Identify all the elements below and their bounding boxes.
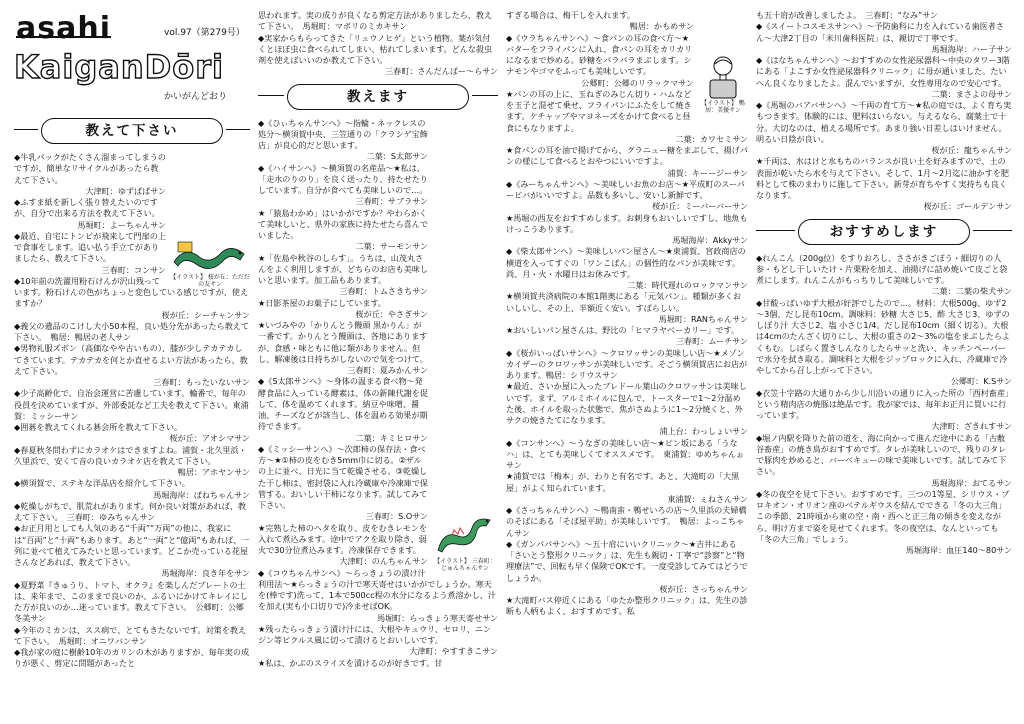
article-text: ◆《ハイサンへ》～横須賀の名産品～★私は、「走水のりのり」を良く送ったり、持たせたりしています。自分が食べても美味しいので…。 xyxy=(258,162,428,195)
article-signature: 鴨居：かもめサン xyxy=(629,21,694,32)
article-text: ★横須賀共済病院の本館1階奥にある「元気パン」。種類が多くおいしいし、その上、半額近く安い。すばらしい。 xyxy=(506,291,741,313)
article-signature: 三春町：ムーチサン xyxy=(675,336,748,347)
article-signature: 桜が丘：ゴールデンサン xyxy=(923,201,1012,212)
article-item xyxy=(258,118,498,163)
article-text: ◆少子高齢化で、自治会運営に苦慮しています。輪番で、毎年の役員を決めていますが、外部委託など工夫を教えて下さい。東浦賀：ミッシーサン xyxy=(14,388,249,421)
article-item xyxy=(506,10,748,33)
article-signature: 馬堀町：RANちゃんサン xyxy=(658,313,748,324)
recommendation-list xyxy=(756,253,1012,557)
article-item xyxy=(14,343,250,388)
newsletter-subtitle: かいがんどおり xyxy=(164,92,228,102)
article-item xyxy=(258,10,498,33)
article-text: ◆《さっちゃんサンへ》～鴨南蛮・鴨せいろの店～久里浜の夫婦橋のそばにある「そば屋平助」が美味しいです。 鴨居：よっこちゃんサン xyxy=(506,505,747,538)
article-item xyxy=(14,321,250,344)
dragon-illustration-2 xyxy=(432,510,498,572)
question-list-continued xyxy=(258,10,498,78)
column-4 xyxy=(756,10,1012,722)
column-2 xyxy=(258,10,498,722)
article-text: ◆《馬堀のバアバサンへ》～千両の育て方～★私の庭では、よく育ち実もつきます。体験的には、肥料はいらない。与えるなら、腐葉土で十分。大切なのは、植える場所です。あまり強い日差しはいけません。明るい日陰が良い。 xyxy=(756,100,1012,144)
article-text: ★いづみやの「かりんとう饅頭 黒かりん」が一番です。かりんとう饅頭は、各地にありますが、食感・味ともに他に類がありません。但し、解凍後は日持ちがしないので気をつけて。 xyxy=(258,320,428,364)
article-item xyxy=(756,21,1012,55)
article-signature: 大津町：やすすきこサン xyxy=(409,646,498,657)
article-item xyxy=(14,478,250,501)
article-text: ◆我が家の庭に樹齢10年のカリンの木がありますが、毎年実の成りが悪く、剪定に問題があったと xyxy=(14,647,250,669)
article-signature: 二葉：カワセミサン xyxy=(675,133,748,144)
article-signature: 東浦賀：ぇねさんサン xyxy=(667,493,748,504)
article-item xyxy=(506,246,748,291)
article-text: ◆《S太郎サンへ》～身体の温まる食べ物～発酵食品に入っている酵素は、体の新陳代謝を促して、体を温めてくれます。納豆や味噌、醤油、チーズなどが該当し、体を温める効果が期待できます。 xyxy=(258,376,428,432)
article-text: ◆実家からもらってきた「リュウノヒゲ」という植物。葉が気付くとほぼ虫に食べられてしまい、枯れてしまいます。どんな殺虫剤を使えばいいのか教えて下さい。 xyxy=(258,32,493,65)
article-item xyxy=(506,325,748,348)
article-item xyxy=(756,489,1012,557)
section-heading-teach: 教えて下さい xyxy=(41,118,223,144)
article-item xyxy=(756,100,1012,156)
article-text: ◆《柴太郎サンへ》～美味しいパン屋さん～★東浦賀、宮政商店の横道を入ってすぐの「ワンこぱん」の個性的なパンが美味です。尚、月・火・水曜日はお休みです。 xyxy=(506,246,746,279)
article-text: ★千両は、水はけと水もちのバランスが良い土を好みますので、土の表面が乾いたら水を与えて下さい。そして、1月～2月迄に油かすを肥料として株のまわりに施して下さい。新芽が育ちやすく実持ちも良くなります。 xyxy=(756,156,1009,200)
man-illustration xyxy=(698,50,748,114)
article-item xyxy=(258,376,498,444)
article-signature: 桜が丘：龍ちゃんサン xyxy=(931,145,1012,155)
article-text: ◆10年前の洗濯用粉石けんが沢山残っています。粉石けんの色がちょっと変色している感じですが、使えますか？ xyxy=(14,275,249,309)
article-signature: 三春町：コンサン xyxy=(101,264,166,275)
article-text: ★私は、かぶのスライスを漬けるのが好きです。甘 xyxy=(258,657,443,668)
article-item xyxy=(756,253,1012,298)
article-text: ★大滝町バス停近くにある「ゆたか整形クリニック」は、先生の診断も人柄もよく、おすすめです。私 xyxy=(506,595,748,617)
answer-list xyxy=(258,118,498,669)
article-text: ★日影茶屋のお菓子にしています。 xyxy=(258,297,387,308)
article-text: ◆甘酸っぱいゆず大根が好評でしたので…。材料：大根500g、ゆず2～3個、だし昆布10cm。調味料：砂糖 大さじ5、酢 大さじ3、ゆずのしぼり汁 大さじ2、塩 小さじ1/4。だし昆布10cm（細く切る）。大根は4cmのたんざく切りにし、大根の重さの2～3%の塩をまぶしたらよくもむ。しばらく置きしんなりしたらサッと洗い、キッチンペーパーで水分を拭き取る。調味料と大根をジップロックに入れ、冷蔵庫で冷やしてから召し上がって下さい。 xyxy=(756,297,1011,375)
article-text: も五十肩が改善しましたよ。 三春町：“なみ”サン xyxy=(756,10,938,20)
article-item xyxy=(14,580,250,625)
article-signature: 馬堀海岸：Akkyサン xyxy=(672,235,748,245)
article-text: ◆横須賀で、ステキな洋品店を紹介して下さい。 xyxy=(14,478,190,489)
article-item xyxy=(14,445,250,479)
masthead xyxy=(14,10,250,114)
article-item xyxy=(14,422,250,445)
article-text: ◆牛乳パックがたくさん溜まってしまうのですが、簡単なリサイクルがあったら教えて下さい。 xyxy=(14,152,166,185)
article-text: すぎる場合は、梅干しを入れます。 xyxy=(506,10,635,20)
article-text: ★浦賀では「梅本」が、わりと有名です。あと、大滝町の「大黒屋」がよく知られています。 xyxy=(506,471,740,493)
article-text: ◆ふすま紙を新しく張り替えたいのですが、自分で出来る方法を教えて下さい。 xyxy=(14,197,160,219)
article-item xyxy=(506,179,748,213)
article-signature: 馬堀海岸：ハー子サン xyxy=(931,43,1012,54)
article-signature: 桜が丘：シーチャンサン xyxy=(161,309,250,320)
article-item xyxy=(258,658,498,669)
article-signature: 桜が丘：さっちゃんサン xyxy=(659,583,748,594)
article-item xyxy=(258,568,498,624)
article-signature: 馬堀海岸：ぱねちゃんサン xyxy=(153,489,250,500)
article-item xyxy=(258,624,498,658)
article-signature: 三春町：S.Oサン xyxy=(365,511,428,522)
article-signature: 浦上台：わっしょいサン xyxy=(659,426,748,437)
article-text: ◆衣笠十字路の大通りから少し川沿いの通りに入った所の「西村畜産」という精肉店の焼豚は絶品です。我が家では、毎年お正月に買いに行っています。 xyxy=(756,387,1010,420)
article-signature: 二葉：まさよの母サン xyxy=(931,88,1012,99)
article-text: ◆《ウラちゃんサンへ》～食パンの耳の食べ方～★バターをフライパンに入れ、食パンの耳をカリカリになるまで炒める。砂糖をパラパラまぶします。シナモンやゴマをふっても美味しいです。 xyxy=(506,32,693,77)
article-text: ◆《ガンパパサンへ》～五十肩にいいクリニック～★吉井にある「さいとう整形クリニック」は、先生も親切・丁寧で“診察”と“物理療法”で、回転も早く保険でOKです。一度受診してみてはどうでしょうか。 xyxy=(506,538,748,583)
article-item xyxy=(506,145,748,179)
article-signature: 桜が丘：アオシマサン xyxy=(169,433,250,444)
article-text: ◆今年のミカンは、スス病で、とてもきたないです。対策を教えて下さい。 馬堀町：オニワバンサン xyxy=(14,624,247,646)
article-signature: 鴨居：アホヤンサン xyxy=(177,467,250,477)
article-text: ◆《みーちゃんサンへ》～美味しいお魚のお店～★平成町のスーパービバがいいですよ。品数も多いし、安いし新鮮です。 xyxy=(506,178,745,200)
article-text: ◆夏野菜『きゅうり、トマト、オクラ』を楽しんだプレートの土は、来年まで、このままで良いのか、ふるいにかけてキレイにした方が良いのか…迷っています。教えて下さい。 公郷町：公郷冬美サン xyxy=(14,579,249,624)
article-text: ◆男物礼服ズボン（高価なやや古いもの）、膝が少しテカテカしてきています。テカテカを何とか直せるよい方法があったら、教えて下さい。 xyxy=(14,343,248,376)
article-signature: 馬堀町：らっきょう寒天寄せサン xyxy=(376,612,498,623)
article-signature: 二葉：二葉の柴犬サン xyxy=(931,286,1012,297)
article-item xyxy=(258,298,498,321)
article-item xyxy=(506,213,748,247)
column-3 xyxy=(506,10,748,722)
article-text: ★馬堀の西友をおすすめします。お刺身もおいしいですし、地魚もけっこうあります。 xyxy=(506,212,748,234)
article-text: ◆乾燥しがちで、肌荒れがあります。何か良い対策があれば、教えて下さい。 三春町：ゆみちゃんサン xyxy=(14,500,246,522)
article-text: ◆冬の夜空を見て下さい。おすすめです。三つの1等星、シリウス・プロキオン・オリオン座のベテルギウスを結んでできる「冬の大三角」この季節、21時頃から東の空・南・西へと正三角の傾きを変えながら、明け方まで姿を見せてくれます。冬の夜空は、なんといっても「冬の大三角」でしょう。 xyxy=(756,488,1010,544)
column-1 xyxy=(14,10,250,722)
article-signature: 馬堀海岸：おてるサン xyxy=(931,477,1012,488)
article-item xyxy=(14,197,250,231)
article-item xyxy=(258,208,498,253)
article-item xyxy=(756,433,1012,489)
article-signature: 二葉：サーモンサン xyxy=(355,241,428,252)
article-text: ★「佐島や秋谷のしらす」。うちは、山茂丸さんをよく利用しますが、どちらのお店も美味しいと思います。加工品もあります。 xyxy=(258,252,428,285)
article-text: ◆《コウちゃんサンへ》～らっきょうの漬け汁利用法～★らっきょうの汁で寒天寄せはいかがでしょうか。寒天を(棒です)洗って、1本で500cc程の水分になるよう煮溶かし、汁を加え(実も小口切りで)冷ませばOK。 xyxy=(258,567,496,612)
article-text: ◆《ミッシーサンへ》～次郎柿の保存法・食べ方～★①柿の皮をむき5mm巾に切る。②ザルの上に並べ、日光に当て乾燥させる。③乾燥した干し柿は、密封袋に入れ冷蔵庫や冷凍庫で保管する。おいしい干柿になります。試してみて下さい。 xyxy=(258,443,428,510)
article-signature: 二葉：S太郎サン xyxy=(366,151,428,162)
dragon-illustration xyxy=(170,240,250,288)
article-text: ◆《ひぃちゃんサンへ》～指輪・ネックレスの処分～横須賀中央、三笠通りの「クラシゲ宝飾店」が良心的だと思います。 xyxy=(258,117,428,150)
article-item xyxy=(756,388,1012,433)
article-signature: 馬堀海岸：血圧140～80サン xyxy=(905,545,1012,555)
article-item xyxy=(506,471,748,505)
section-heading-recommend: おすすめします xyxy=(798,219,970,245)
answer-list-final xyxy=(756,10,1012,213)
brand-logo: asahi xyxy=(16,11,111,46)
article-text: ◆囲碁を教えてくれる碁会所を教えて下さい。 xyxy=(14,422,183,432)
article-text: ★パンの耳の上に、玉ねぎのみじん切り・ハムなどを玉子と混ぜて乗せ、フライパンにふたをして焼きます。ケチャップやマヨネーズをかけて食べると昼食にもなりますよ。 xyxy=(506,88,692,133)
article-item xyxy=(258,163,498,208)
article-item xyxy=(14,625,250,648)
article-text: ◆《コンサンへ》～うなぎの美味しい店～★ビン坂にある「うなハ」は、とても美味しくてオススメです。 東浦賀：ゆめちゃんぉサン xyxy=(506,437,745,470)
article-signature: 二葉：時代遅れのロックマンサン xyxy=(627,280,748,290)
article-signature: 公郷町：K.Sサン xyxy=(950,376,1012,387)
article-item xyxy=(756,55,1012,100)
article-signature: 三春町：トムさきちサン xyxy=(339,286,428,297)
article-text: ◆《スイートコスモスサンへ》～予防歯科に力を入れている歯医者さん～大津2丁目の「米川歯科医院」は、親切で丁寧です。 xyxy=(756,21,1004,43)
article-text: ★残ったらっきょう漬け汁には、大根やキュウリ、セロリ、ニンジン等ピクルス風に切って漬けるとおいしいです。 xyxy=(258,623,492,645)
article-signature: 公郷町：公郷のリラックマサン xyxy=(581,77,694,88)
article-item xyxy=(258,253,498,298)
article-text: ◆《桜がいっぱいサンへ》～クロワッサンの美味しい店～★メゾンカイザーのクロワッサンが美味しいです。そごう横須賀店にお店があります。鴨居：シリウスサン xyxy=(506,347,748,380)
article-item xyxy=(14,388,250,422)
illustration-caption: 【イラスト】 桜が丘：ただだの友サン xyxy=(170,274,250,288)
article-signature: 大津町：ゆずぱぱサン xyxy=(85,185,166,196)
newsletter-title: KaiganDōri xyxy=(14,48,224,86)
article-text: 思われます。実の成りが良くなる剪定方法がありましたら、教えて下さい。 馬堀町：マボリのミカキサン xyxy=(258,10,493,32)
illustration-caption: 【イラスト】 三春町： じゅんちゃんサン xyxy=(434,557,496,572)
article-text: ★完熟した柿のヘタを取り、皮をむきレモンを入れて煮込みます。途中でアクを取り除き、弱火で30分位煮込みます。冷凍保存できます。 xyxy=(258,522,428,555)
person-icon xyxy=(698,50,748,100)
article-item xyxy=(506,505,748,539)
article-signature: 桜が丘：やさぎサン xyxy=(355,308,428,319)
article-signature: 三春町：夏みかんサン xyxy=(347,365,428,375)
article-signature: 大津町：のんちゃんサン xyxy=(339,556,428,567)
dragon-icon xyxy=(432,510,498,558)
article-item xyxy=(258,320,498,376)
article-item xyxy=(506,539,748,595)
article-signature: 桜が丘：ミーバーバーサン xyxy=(652,201,748,212)
article-signature: 三春町：サブラサン xyxy=(355,196,428,207)
article-signature: 二葉：キミヒロサン xyxy=(355,432,428,443)
article-text: ◆義父の遺品のこけし大小50本程、良い処分先があったら教えて下さい。 鴨居：鴨居の老人サン xyxy=(14,320,249,342)
article-text: ◆お正月用としても人気のある“千両”“万両”の他に、我家には“百両”と“十両”もあります。あと“一両”と“億両”もあれば、一列に並べて植えてみたいと思っています。どこか売っている花屋さんなどあれば、教えて下さい。 xyxy=(14,523,250,567)
article-text: ★おいしいパン屋さんは、野比の「ヒマラヤベーカリー」です。 xyxy=(506,325,740,335)
article-signature: 大津町：ざきれすサン xyxy=(931,421,1012,432)
article-item xyxy=(756,10,1012,21)
article-item xyxy=(258,33,498,78)
article-item xyxy=(756,156,1012,212)
article-item xyxy=(14,501,250,524)
article-text: ◆春夏秋冬問わずにカラオケはできますよね。浦賀・北久里浜・久里浜で、安くて音の良いカラオケ店を教えて下さい。 xyxy=(14,444,247,466)
article-signature: 三春町：さんだんばー～らサン xyxy=(385,66,498,77)
article-item xyxy=(506,438,748,472)
article-signature: 三春町：もったいないサン xyxy=(153,377,250,387)
article-item xyxy=(506,348,748,382)
illustration-caption: 【イラスト】 鴨居：美優サン xyxy=(701,100,745,114)
article-text: ◆最近、自宅にトンビが飛来して門扉の上で食事をします。追い払う手立てがありましたら、教えて下さい。 xyxy=(14,230,166,264)
article-text: ◆れんこん（200g位）をすりおろし、ささがきごぼう・細切りの人参・もどし干しいたけ・片栗粉を加え、油揚げに詰め焼いて皮ごと袋煮にします。れんこんがもっちりして美味しいです。 xyxy=(756,252,1008,285)
article-text: ★食パンの耳を油で揚げてから、グラニュー糖をまぶして、揚げパンの様にして食べるとおやつにいいですよ。 xyxy=(506,145,748,167)
article-item xyxy=(506,381,748,437)
article-signature: 浦賀：キーージーサン xyxy=(667,167,748,178)
article-item xyxy=(14,523,250,579)
article-text: ◆堀ノ内駅を降りた前の道を、海に向かって進んだ途中にある「古敷谷畜産」の焼き鳥がおすすめです。タレが美味しいので、残りのタレで豚肉を炒めると、バーベキューの味で美味しいです。試してみて下さい。 xyxy=(756,432,1007,477)
article-item xyxy=(506,595,748,618)
section-heading-give: 教えます xyxy=(287,84,469,110)
article-text: ★「猿島わかめ」はいかがですか？やわらかくて美味しいと、県外の家族に持たせたら喜んでいました。 xyxy=(258,207,428,240)
dragon-icon xyxy=(170,240,250,274)
issue-number: vol.97（第279号） xyxy=(164,28,245,38)
article-signature: 馬堀海岸：良き年をサン xyxy=(161,568,250,579)
question-list xyxy=(14,152,250,670)
article-signature: 馬堀町：よーちゃんサン xyxy=(77,219,166,230)
article-item xyxy=(756,298,1012,388)
article-item xyxy=(14,647,250,670)
article-text: ★最近、さいか屋に入ったブレドール葉山のクロワッサンは美味しいです。まず、アルミホイルに包んで、トースターで1～2分温めた後、ホイルを取った状態で、焦がさぬように1～2分焼くと、外サクの焼きたてになります。 xyxy=(506,381,747,425)
article-item xyxy=(506,291,748,325)
article-text: ◆《はなちゃんサンへ》～おすすめの女性泌尿器科～中央のタワー3階にある「よこすか女性泌尿器科クリニック」に母が通いました。たいへん良くなりましたよ。混んでいますが、女性専用なので安心です。 xyxy=(756,55,1010,88)
article-item xyxy=(14,152,250,197)
